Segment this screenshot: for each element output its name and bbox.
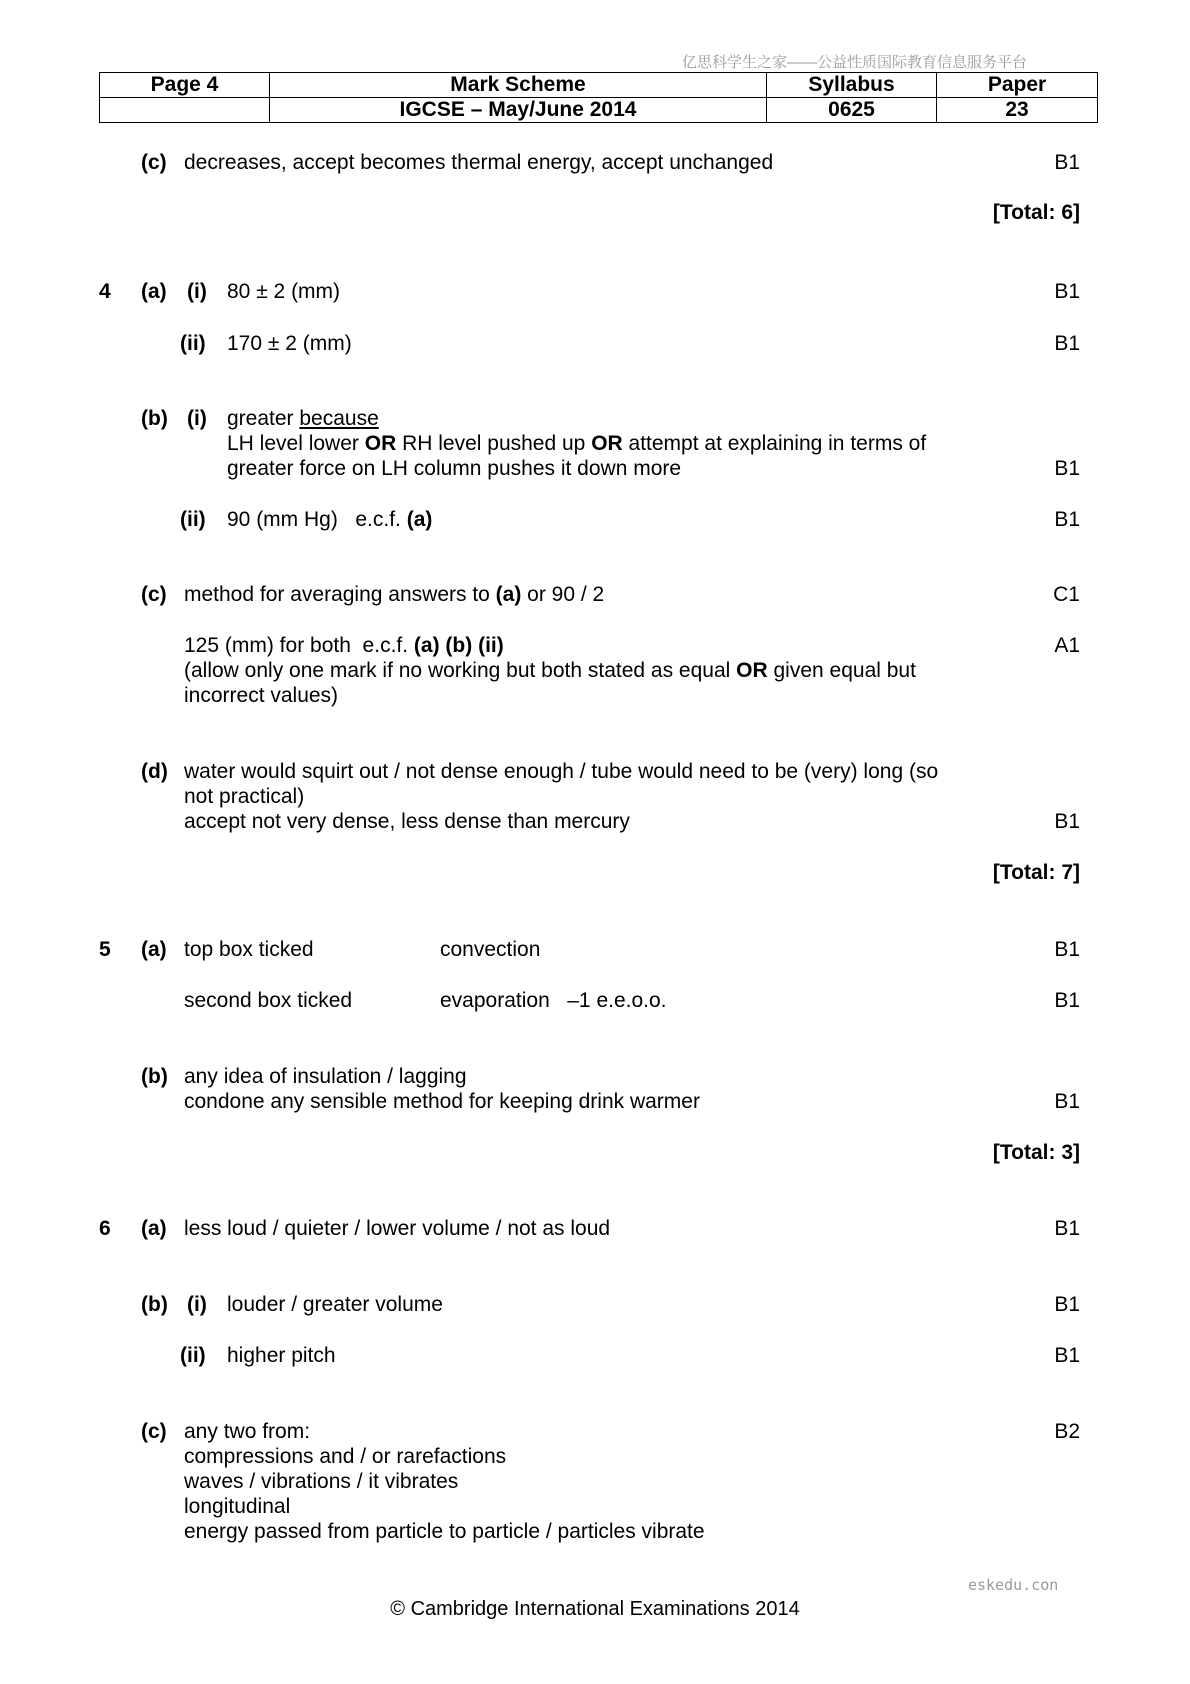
mark: B1 bbox=[1054, 508, 1080, 531]
part-label: (b) bbox=[141, 407, 168, 430]
answer-text: longitudinal bbox=[184, 1495, 291, 1518]
part-label: (a) bbox=[141, 938, 167, 961]
answer-text: greater bbox=[227, 407, 300, 430]
answer-text: given equal but bbox=[767, 659, 916, 682]
header-exam: IGCSE – May/June 2014 bbox=[270, 98, 767, 123]
answer-text: 90 (mm Hg) e.c.f. bbox=[227, 508, 407, 531]
answer-text: second box ticked bbox=[184, 989, 353, 1012]
answer-text: compressions and / or rarefactions bbox=[184, 1445, 507, 1468]
footer-copyright: © Cambridge International Examinations 2014 bbox=[390, 1598, 800, 1620]
question-number: 6 bbox=[99, 1217, 111, 1240]
subpart-label: (ii) bbox=[180, 1344, 206, 1367]
mark: B1 bbox=[1054, 151, 1080, 174]
answer-text: or 90 / 2 bbox=[521, 583, 605, 606]
answer-line bbox=[227, 431, 926, 456]
subpart-label: (ii) bbox=[180, 508, 206, 531]
answer-text: water would squirt out / not dense enough / tube would need to be (very) long (so bbox=[184, 760, 939, 783]
answer-text: greater force on LH column pushes it down more bbox=[227, 457, 682, 480]
subpart-label: (ii) bbox=[180, 332, 206, 355]
header-paper-number: 23 bbox=[937, 98, 1098, 123]
answer-text: energy passed from particle to particle / particles vibrate bbox=[184, 1520, 705, 1543]
answer-text: 80 ± 2 (mm) bbox=[227, 280, 341, 303]
answer-line bbox=[184, 658, 916, 683]
mark: B2 bbox=[1054, 1420, 1080, 1443]
answer-text: not practical) bbox=[184, 785, 305, 808]
underlined-keyword: because bbox=[299, 407, 379, 430]
or-keyword: OR bbox=[591, 432, 623, 455]
answer-text: any idea of insulation / lagging bbox=[184, 1065, 467, 1088]
header-page: Page 4 bbox=[100, 73, 270, 98]
part-label: (c) bbox=[141, 583, 167, 606]
question-total: [Total: 6] bbox=[992, 201, 1080, 224]
mark: B1 bbox=[1054, 1293, 1080, 1316]
part-label: (a) bbox=[141, 1217, 167, 1240]
subpart-label: (i) bbox=[187, 1293, 207, 1316]
header-syllabus-code: 0625 bbox=[767, 98, 937, 123]
question-number: 4 bbox=[99, 280, 111, 303]
answer-line bbox=[184, 582, 604, 607]
answer-text: condone any sensible method for keeping drink warmer bbox=[184, 1090, 700, 1113]
header-empty bbox=[100, 98, 270, 123]
or-keyword: OR bbox=[364, 432, 397, 455]
mark: B1 bbox=[1054, 1344, 1080, 1367]
or-keyword: OR bbox=[736, 659, 768, 682]
header-row bbox=[100, 73, 1098, 98]
answer-text: decreases, accept becomes thermal energy, accept unchanged bbox=[184, 151, 774, 174]
answer-text: method for averaging answers to bbox=[184, 583, 496, 606]
answer-line bbox=[227, 406, 379, 431]
header-table bbox=[99, 72, 1098, 123]
mark: C1 bbox=[1053, 583, 1080, 606]
mark: B1 bbox=[1054, 1217, 1080, 1240]
answer-text: top box ticked bbox=[184, 938, 314, 961]
part-label: (c) bbox=[141, 1420, 167, 1443]
subpart-label: (i) bbox=[187, 407, 207, 430]
answer-line bbox=[227, 507, 432, 532]
answer-text: less loud / quieter / lower volume / not as loud bbox=[184, 1217, 611, 1240]
watermark-bottom: eskedu.con bbox=[968, 1576, 1059, 1594]
answer-text: (allow only one mark if no working but both stated as equal bbox=[184, 659, 737, 682]
answer-text: incorrect values) bbox=[184, 684, 339, 707]
mark: B1 bbox=[1054, 938, 1080, 961]
watermark-top: 亿思科学生之家——公益性质国际教育信息服务平台 bbox=[682, 54, 1028, 71]
ecf-reference: (a) bbox=[495, 583, 522, 606]
answer-text: LH level lower bbox=[227, 432, 365, 455]
mark: B1 bbox=[1054, 280, 1080, 303]
answer-text: higher pitch bbox=[227, 1344, 336, 1367]
answer-text: any two from: bbox=[184, 1420, 311, 1443]
header-syllabus-label: Syllabus bbox=[767, 73, 937, 98]
question-total: [Total: 3] bbox=[992, 1141, 1080, 1164]
part-label: (a) bbox=[141, 280, 167, 303]
answer-text: 170 ± 2 (mm) bbox=[227, 332, 352, 355]
part-label: (b) bbox=[141, 1293, 168, 1316]
answer-text: RH level pushed up bbox=[396, 432, 592, 455]
answer-text: convection bbox=[440, 938, 541, 961]
question-number: 5 bbox=[99, 938, 111, 961]
answer-text: 125 (mm) for both e.c.f. bbox=[184, 634, 414, 657]
mark: B1 bbox=[1054, 1090, 1080, 1113]
part-label: (b) bbox=[141, 1065, 168, 1088]
answer-text: evaporation –1 e.e.o.o. bbox=[440, 989, 667, 1012]
answer-text: waves / vibrations / it vibrates bbox=[184, 1470, 459, 1493]
mark: B1 bbox=[1054, 810, 1080, 833]
part-label: (d) bbox=[141, 760, 168, 783]
ecf-reference: (a) bbox=[406, 508, 433, 531]
mark: B1 bbox=[1054, 332, 1080, 355]
answer-line bbox=[184, 633, 504, 658]
question-total: [Total: 7] bbox=[992, 861, 1080, 884]
ecf-reference: (a) (b) (ii) bbox=[413, 634, 504, 657]
mark: A1 bbox=[1054, 634, 1080, 657]
header-paper-label: Paper bbox=[937, 73, 1098, 98]
header-row bbox=[100, 98, 1098, 123]
part-label: (c) bbox=[141, 151, 167, 174]
mark: B1 bbox=[1054, 989, 1080, 1012]
answer-text: accept not very dense, less dense than mercury bbox=[184, 810, 630, 833]
answer-text: louder / greater volume bbox=[227, 1293, 443, 1316]
answer-text: attempt at explaining in terms of bbox=[622, 432, 927, 455]
header-doc-title: Mark Scheme bbox=[270, 73, 767, 98]
subpart-label: (i) bbox=[187, 280, 207, 303]
mark: B1 bbox=[1054, 457, 1080, 480]
